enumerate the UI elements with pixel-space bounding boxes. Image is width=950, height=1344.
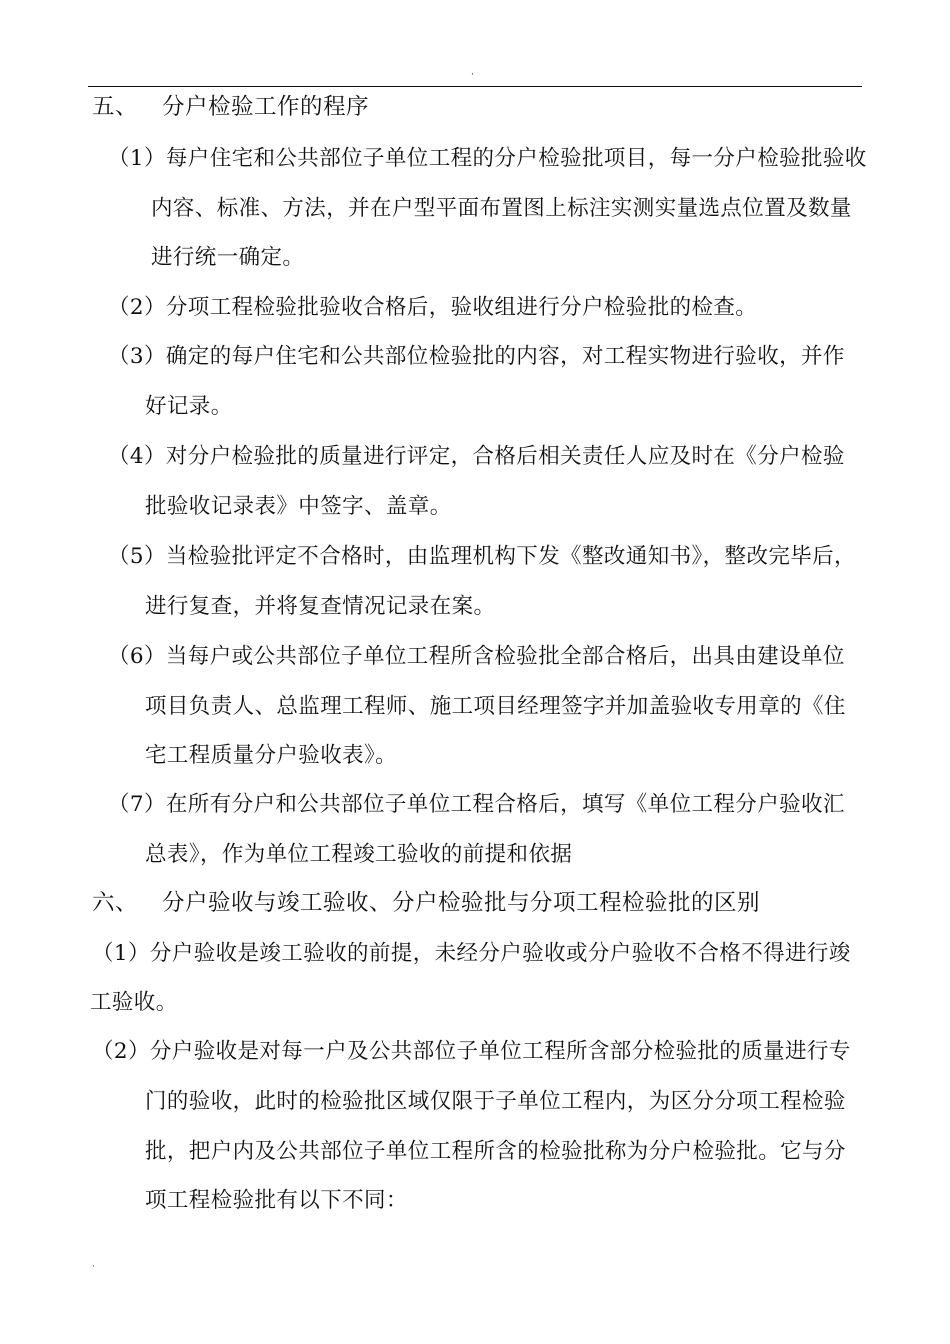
s5-item-6-number: （6） [108, 644, 166, 669]
section-6-title: 分户验收与竣工验收、分户检验批与分项工程检验批的区别 [162, 890, 761, 916]
s5-item-4-number: （4） [108, 444, 166, 469]
s5-item-1-text-1: 每户住宅和公共部位子单位工程的分户检验批项目，每一分户检验批验收 [165, 146, 867, 171]
section-5-number: 五、 [92, 94, 139, 120]
s5-item-6-text-3: 宅工程质量分户验收表》。 [145, 743, 398, 768]
s5-item-5-text-2: 进行复查，并将复查情况记录在案。 [145, 594, 496, 619]
s5-item-4-line-1 [108, 442, 845, 472]
s6-item-2-line-1 [92, 1037, 851, 1067]
s5-item-6-text-1: 当每户或公共部位子单位工程所含检验批全部合格后，出具由建设单位 [165, 644, 845, 669]
s5-item-5-line-1 [108, 542, 856, 572]
s6-item-2-text-2: 门的验收，此时的检验批区域仅限于子单位工程内，为区分分项工程检验 [145, 1089, 846, 1114]
footer-mark: · [92, 1262, 95, 1272]
section-5-title: 分户检验工作的程序 [162, 94, 370, 120]
s5-item-2-number: （2） [108, 295, 166, 320]
s5-item-2-line-1 [108, 293, 757, 323]
s5-item-7-number: （7） [108, 792, 166, 817]
s5-item-2-text-1: 分项工程检验批验收合格后，验收组进行分户检验批的检查。 [165, 295, 758, 320]
s5-item-7-text-1: 在所有分户和公共部位子单位工程合格后，填写《单位工程分户验收汇 [165, 792, 845, 817]
section-5-heading [92, 92, 369, 122]
s6-item-1-number: （1） [92, 941, 150, 966]
s5-item-7-line-1 [108, 790, 845, 820]
header-mark: · [471, 70, 474, 80]
s5-item-1-number: （1） [108, 146, 166, 171]
s5-item-6-line-1 [108, 642, 845, 672]
s5-item-3-line-1 [108, 342, 845, 372]
s5-item-5-number: （5） [108, 544, 166, 569]
s6-item-2-text-3: 批，把户内及公共部位子单位工程所含的检验批称为分户检验批。它与分 [145, 1139, 846, 1164]
s5-item-4-text-1: 对分户检验批的质量进行评定，合格后相关责任人应及时在《分户检验 [165, 444, 845, 469]
s6-item-1-text-2: 工验收。 [90, 990, 178, 1015]
s5-item-5-text-1: 当检验批评定不合格时，由监理机构下发《整改通知书》，整改完毕后， [165, 544, 856, 569]
s5-item-1-text-2: 内容、标准、方法，并在户型平面布置图上标注实测实量选点位置及数量 [151, 196, 852, 221]
section-6-number: 六、 [92, 890, 139, 916]
s6-item-2-number: （2） [92, 1039, 150, 1064]
s5-item-6-text-2: 项目负责人、总监理工程师、施工项目经理签字并加盖验收专用章的《住 [145, 694, 846, 719]
s5-item-1-text-3: 进行统一确定。 [151, 245, 305, 270]
s6-item-1-text-1: 分户验收是竣工验收的前提，未经分户验收或分户验收不合格不得进行竣 [149, 941, 851, 966]
s5-item-7-text-2: 总表》，作为单位工程竣工验收的前提和依据 [145, 842, 573, 867]
s5-item-4-text-2: 批验收记录表》中签字、盖章。 [145, 494, 452, 519]
s5-item-3-text-2: 好记录。 [145, 394, 233, 419]
s6-item-1-line-1 [92, 939, 851, 969]
s6-item-2-text-1: 分户验收是对每一户及公共部位子单位工程所含部分检验批的质量进行专 [149, 1039, 851, 1064]
s5-item-3-number: （3） [108, 344, 166, 369]
s6-item-2-text-4: 项工程检验批有以下不同： [145, 1188, 408, 1213]
section-6-heading [92, 888, 760, 918]
s5-item-1-line-1 [108, 144, 867, 174]
s5-item-3-text-1: 确定的每户住宅和公共部位检验批的内容，对工程实物进行验收，并作 [165, 344, 845, 369]
